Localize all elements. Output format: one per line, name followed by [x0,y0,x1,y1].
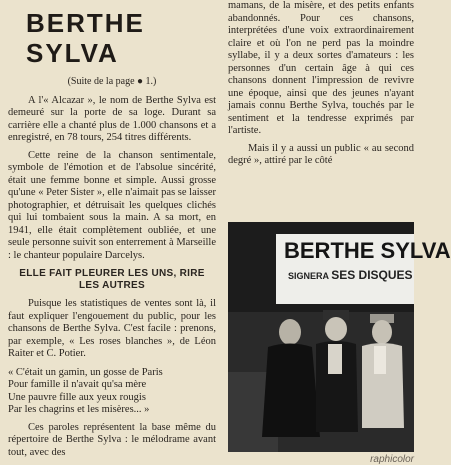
subheading: ELLE FAIT PLEURER LES UNS, RIRE LES AUTRES [19,268,205,291]
continuation-note: (Suite de la page ● 1.) [67,76,157,87]
sign-subtitle [288,268,413,282]
sign-subtitle-small: SIGNERA [288,271,329,281]
right-column [228,0,414,168]
paragraph-2: Cette reine de la chanson sentimentale, symbole de l'émotion et de l'absolue sincérité, était une femme bonne et simple. Aussi grosse qu'une « Peter Sister », elle n'aimait pas se laisser photographier, et détruisait les quelques clichés qui lui tombaient sous la main. A sa mort, en 1941, elle était complètement oubliée, et une seule personne suivit son enterrement à Marseille : le chanteur populaire Darcelys. [8,149,216,261]
paragraph-1: A l'« Alcazar », le nom de Berthe Sylva est demeuré sur la porte de sa loge. Durant sa carrière elle a chanté plus de 1.000 chansons et a enregistré, en 78 tours, 254 titres différents. [8,94,216,143]
paragraph-3: Puisque les statistiques de ventes sont là, il faut expliquer l'engouement du public, pour les chansons de Berthe Sylva. C'est facile : prenons, par exemple, « Les roses blanches », de Léon Raiter et C. Potier. [8,298,216,359]
song-quote [8,367,216,417]
quote-line: Une pauvre fille aux yeux rougis [8,391,146,403]
paragraph-5: mamans, de la misère, et des petits enfants abandonnés. Pour ces chansons, interprétées d'une voix extraordinairement claire et où l'on ne perd pas la moindre syllabe, il y a deux sortes d'amateurs : les personnes d'un certain âge à qui ces chansons donnent l'impression de revivre une époque, ainsi que des jeunes n'ayant jamais connu Berthe Sylva, touchés par le sentiment et la tendresse exprimés par l'artiste. [228,0,414,136]
shop-sign [276,234,451,304]
quote-line: Par les chagrins et les misères... » [8,404,150,415]
photo-credit: raphicolor [370,454,414,465]
sign-subtitle-big: SES DISQUES [331,268,413,282]
article-title: BERTHE SYLVA [26,8,145,68]
left-column [8,0,216,459]
quote-line: « C'était un gamin, un gosse de Paris [8,366,163,378]
quote-line: Pour famille il n'avait qu'sa mère [8,379,147,390]
sign-name: BERTHE SYLVA [284,238,451,263]
paragraph-6: Mais il y a aussi un public « au second degré », attiré par le côté [228,142,414,166]
paragraph-4: Ces paroles représentent la base même du répertoire de Berthe Sylva : le mélodrame avant tout, avec des [8,421,216,458]
photo [228,222,451,452]
